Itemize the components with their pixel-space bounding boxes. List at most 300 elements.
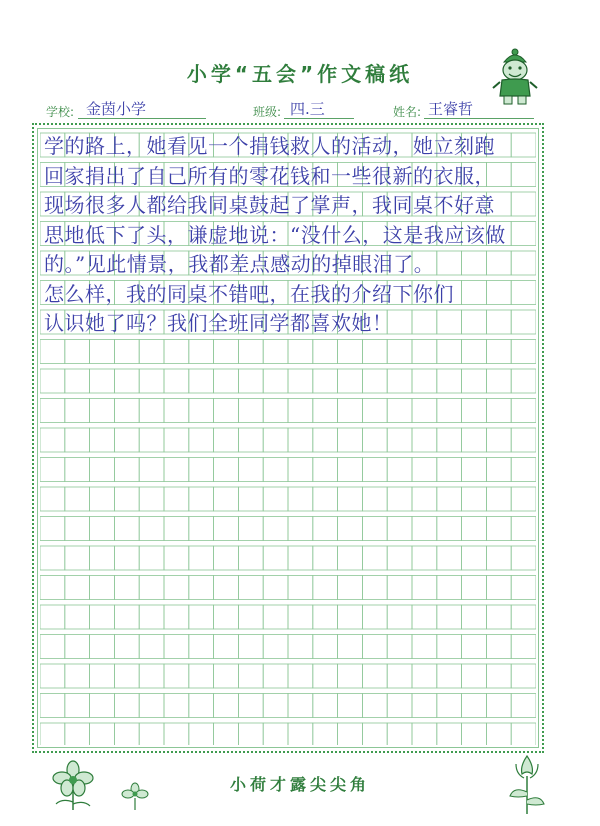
grid-cell [40, 517, 65, 541]
grid-cell [263, 369, 288, 393]
grid-cell [40, 487, 65, 511]
grid-cell [387, 576, 412, 600]
grid-cell [412, 428, 437, 452]
grid-cell [412, 546, 437, 570]
grid-cell [288, 694, 313, 718]
grid-cell [437, 399, 462, 423]
grid-cell [164, 399, 189, 423]
grid-cell [313, 369, 338, 393]
grid-cell [412, 399, 437, 423]
grid-cell [387, 458, 412, 482]
grid-cell [362, 487, 387, 511]
grid-cell [139, 399, 164, 423]
grid-cell [263, 487, 288, 511]
grid-cell [65, 664, 90, 688]
grid-cell [139, 428, 164, 452]
grid-cell [511, 605, 536, 629]
grid-cell [338, 605, 363, 629]
grid-cell [338, 428, 363, 452]
grid-cell [139, 605, 164, 629]
grid-cell [90, 340, 115, 364]
grid-cell [511, 635, 536, 659]
grid-cell [511, 576, 536, 600]
grid-cell [288, 340, 313, 364]
grid-cell [288, 428, 313, 452]
grid-cell [40, 428, 65, 452]
grid-cell [462, 576, 487, 600]
grid-cell [412, 517, 437, 541]
school-label: 学校: [46, 105, 75, 119]
grid-cell [114, 458, 139, 482]
grid-cell [412, 694, 437, 718]
grid-cell [338, 369, 363, 393]
grid-cell [362, 605, 387, 629]
grid-cell [263, 635, 288, 659]
grid-cell [238, 458, 263, 482]
grid-cell [164, 635, 189, 659]
grid-cell [214, 694, 239, 718]
grid-cell [437, 576, 462, 600]
grid-cell [511, 369, 536, 393]
grid-cell [437, 635, 462, 659]
grid-cell [437, 310, 462, 334]
grid-cell [362, 399, 387, 423]
grid-cell [139, 517, 164, 541]
grid-cell [511, 428, 536, 452]
grid-cell [412, 605, 437, 629]
grid-cell [189, 428, 214, 452]
grid-cell [65, 399, 90, 423]
grid-cell [511, 192, 536, 216]
grid-cell [263, 428, 288, 452]
grid-cell [511, 694, 536, 718]
grid-cell [65, 428, 90, 452]
grid-cell [238, 546, 263, 570]
grid-cell [462, 694, 487, 718]
grid-cell [238, 635, 263, 659]
grid-cell [462, 281, 487, 305]
grid-cell [338, 487, 363, 511]
grid-cell [362, 576, 387, 600]
grid-cell [164, 723, 189, 745]
grid-cell [412, 664, 437, 688]
grid-cell [189, 635, 214, 659]
grid-cell [65, 723, 90, 745]
grid-cell [362, 340, 387, 364]
grid-cell [511, 723, 536, 745]
grid-cell [164, 458, 189, 482]
grid-cell [338, 517, 363, 541]
grid-cell [114, 428, 139, 452]
grid-cell [486, 605, 511, 629]
grid-cell [214, 369, 239, 393]
grid-cell [139, 487, 164, 511]
grid-cell [114, 605, 139, 629]
grid-cell [263, 340, 288, 364]
grid-cell [511, 487, 536, 511]
grid-cell [362, 664, 387, 688]
grid-cell [40, 399, 65, 423]
grid-cell [139, 340, 164, 364]
grid-cell [362, 694, 387, 718]
grid-cell [362, 428, 387, 452]
grid-cell [462, 458, 487, 482]
grid-cell [40, 723, 65, 745]
grid-cell [90, 458, 115, 482]
grid-cell [164, 428, 189, 452]
grid-cell [511, 546, 536, 570]
grid-cell [263, 664, 288, 688]
grid-cell [462, 605, 487, 629]
grid-cell [486, 664, 511, 688]
grid-cell [288, 576, 313, 600]
grid-cell [40, 369, 65, 393]
grid-cell [114, 399, 139, 423]
grid-cell [462, 723, 487, 745]
grid-cell [114, 517, 139, 541]
grid-cell [90, 428, 115, 452]
grid-cell [139, 546, 164, 570]
grid-cell [462, 635, 487, 659]
grid-cell [362, 546, 387, 570]
grid-cell [387, 605, 412, 629]
grid-cell [164, 546, 189, 570]
grid-cell [263, 546, 288, 570]
grid-cell [437, 605, 462, 629]
grid-cell [437, 458, 462, 482]
grid-cell [90, 723, 115, 745]
grid-cell [412, 310, 437, 334]
grid-cell [164, 340, 189, 364]
grid-cell [238, 517, 263, 541]
grid-cell [139, 458, 164, 482]
grid-cell [511, 340, 536, 364]
grid-cell [437, 546, 462, 570]
grid-cell [486, 635, 511, 659]
grid-cell [387, 399, 412, 423]
grid-cell [288, 605, 313, 629]
essay-line: 的。”见此情景，我都差点感动的掉眼泪了。 [44, 252, 435, 276]
grid-cell [486, 251, 511, 275]
grid-cell [189, 576, 214, 600]
grid-cell [114, 369, 139, 393]
grid-cell [263, 576, 288, 600]
grid-cell [437, 251, 462, 275]
grid-cell [511, 163, 536, 187]
grid-cell [238, 723, 263, 745]
grid-cell [263, 399, 288, 423]
grid-cell [462, 310, 487, 334]
grid-cell [338, 399, 363, 423]
grid-cell [387, 369, 412, 393]
grid-cell [511, 310, 536, 334]
grid-cell [362, 369, 387, 393]
grid-cell [238, 487, 263, 511]
grid-cell [362, 458, 387, 482]
grid-cell [139, 664, 164, 688]
grid-cell [288, 635, 313, 659]
grid-cell [90, 576, 115, 600]
grid-cell [486, 340, 511, 364]
grid-cell [90, 399, 115, 423]
grid-cell [462, 546, 487, 570]
grid-cell [238, 340, 263, 364]
grid-cell [412, 576, 437, 600]
grid-cell [164, 605, 189, 629]
grid-cell [114, 694, 139, 718]
class-underline [284, 118, 354, 119]
grid-cell [214, 605, 239, 629]
essay-line: 学的路上，她看见一个捐钱救人的活动，她立刻跑 [44, 134, 495, 158]
grid-cell [238, 664, 263, 688]
grid-cell [40, 458, 65, 482]
grid-cell [338, 694, 363, 718]
grid-cell [437, 517, 462, 541]
grid-cell [486, 310, 511, 334]
grid-cell [412, 340, 437, 364]
grid-cell [313, 458, 338, 482]
grid-cell [40, 605, 65, 629]
grid-cell [263, 458, 288, 482]
grid-cell [288, 458, 313, 482]
grid-cell [114, 635, 139, 659]
grid-cell [214, 487, 239, 511]
grid-cell [462, 664, 487, 688]
grid-cell [511, 399, 536, 423]
grid-cell [238, 399, 263, 423]
grid-cell [462, 428, 487, 452]
grid-cell [437, 664, 462, 688]
grid-cell [288, 487, 313, 511]
grid-cell [90, 517, 115, 541]
grid-cell [362, 517, 387, 541]
grid-cell [40, 635, 65, 659]
grid-cell [486, 487, 511, 511]
grid-cell [338, 723, 363, 745]
info-row [0, 98, 600, 120]
grid-cell [114, 487, 139, 511]
grid-cell [40, 546, 65, 570]
grid-cell [189, 605, 214, 629]
grid-cell [313, 517, 338, 541]
grid-cell [338, 340, 363, 364]
grid-cell [511, 664, 536, 688]
grid-cell [338, 664, 363, 688]
grid-cell [114, 664, 139, 688]
essay-line: 怎么样，我的同桌不错吧，在我的介绍下你们 [44, 281, 454, 306]
grid-cell [114, 546, 139, 570]
grid-cell [238, 576, 263, 600]
grid-cell [486, 546, 511, 570]
grid-cell [65, 340, 90, 364]
grid-cell [238, 694, 263, 718]
grid-cell [164, 487, 189, 511]
grid-cell [164, 576, 189, 600]
grid-cell [313, 723, 338, 745]
grid-cell [114, 576, 139, 600]
grid-cell [164, 664, 189, 688]
grid-cell [90, 664, 115, 688]
school-value: 金茵小学 [86, 100, 147, 118]
grid-cell [214, 635, 239, 659]
grid-cell [65, 546, 90, 570]
grid-cell [288, 369, 313, 393]
grid-cell [313, 487, 338, 511]
grid-cell [313, 546, 338, 570]
grid-cell [511, 281, 536, 305]
grid-cell [486, 281, 511, 305]
grid-cell [511, 222, 536, 246]
essay-line: 认识她了吗？我们全班同学都喜欢她！ [44, 311, 393, 335]
grid-cell [189, 340, 214, 364]
grid-cell [313, 664, 338, 688]
grid-cell [65, 605, 90, 629]
grid-cell [412, 635, 437, 659]
grid-cell [486, 723, 511, 745]
grid-cell [90, 635, 115, 659]
grid-cell [313, 605, 338, 629]
grid-cell [387, 517, 412, 541]
grid-cell [189, 723, 214, 745]
grid-cell [362, 635, 387, 659]
grid-cell [288, 546, 313, 570]
grid-cell [189, 694, 214, 718]
grid-cell [114, 340, 139, 364]
grid-cell [387, 428, 412, 452]
grid-cell [139, 576, 164, 600]
grid-cell [139, 723, 164, 745]
grid-cell [462, 517, 487, 541]
grid-cell [189, 664, 214, 688]
grid-cell [486, 458, 511, 482]
grid-cell [65, 369, 90, 393]
grid-cell [214, 428, 239, 452]
grid-cell [214, 723, 239, 745]
lily-icon [502, 752, 552, 816]
grid-cell [511, 251, 536, 275]
grid-cell [90, 694, 115, 718]
grid-cell [338, 458, 363, 482]
grid-cell [412, 458, 437, 482]
grid-cell [189, 458, 214, 482]
grid-cell [214, 546, 239, 570]
grid-cell [486, 399, 511, 423]
grid-cell [412, 487, 437, 511]
grid-cell [139, 694, 164, 718]
grid-cell [238, 369, 263, 393]
grid-cell [164, 694, 189, 718]
grid-cell [486, 428, 511, 452]
grid-cell [412, 369, 437, 393]
grid-cell [462, 369, 487, 393]
grid-cell [65, 694, 90, 718]
grid-cell [387, 635, 412, 659]
grid-cell [288, 664, 313, 688]
grid-cell [462, 399, 487, 423]
grid-cell [437, 694, 462, 718]
essay-line: 回家捐出了自己所有的零花钱和一些很新的衣服， [44, 163, 495, 188]
grid-cell [462, 487, 487, 511]
grid-cell [313, 635, 338, 659]
grid-cell [486, 576, 511, 600]
grid-cell [164, 517, 189, 541]
grid-cell [263, 605, 288, 629]
grid-cell [189, 546, 214, 570]
grid-cell [65, 517, 90, 541]
footer-slogan: 小荷才露尖尖角 [229, 775, 370, 794]
essay-line: 思地低下了头，谦虚地说：“没什么，这是我应该做 [44, 222, 506, 247]
grid-cell [65, 458, 90, 482]
grid-cell [313, 340, 338, 364]
name-label: 姓名: [393, 105, 422, 119]
grid-cell [387, 723, 412, 745]
grid-cell [313, 428, 338, 452]
grid-cell [486, 517, 511, 541]
grid-cell [511, 133, 536, 157]
grid-cell [65, 487, 90, 511]
grid-cell [164, 369, 189, 393]
grid-cell [511, 517, 536, 541]
grid-cell [412, 723, 437, 745]
grid-cell [338, 576, 363, 600]
grid-cell [189, 487, 214, 511]
grid-cell [214, 458, 239, 482]
grid-cell [288, 399, 313, 423]
grid-cell [189, 399, 214, 423]
name-value: 王睿哲 [428, 100, 474, 118]
grid-cell [40, 664, 65, 688]
grid-cell [288, 517, 313, 541]
grid-cell [437, 487, 462, 511]
grid-cell [486, 694, 511, 718]
grid-cell [90, 605, 115, 629]
grid-cell [40, 576, 65, 600]
grid-cell [486, 369, 511, 393]
grid-cell [238, 428, 263, 452]
grid-cell [189, 517, 214, 541]
grid-cell [90, 487, 115, 511]
grid-cell [139, 635, 164, 659]
grid-cell [437, 723, 462, 745]
grid-cell [214, 576, 239, 600]
grid-cell [462, 340, 487, 364]
grid-cell [313, 694, 338, 718]
grid-cell [387, 664, 412, 688]
grid-cell [40, 694, 65, 718]
grid-cell [313, 399, 338, 423]
grid-cell [214, 664, 239, 688]
grid-cell [387, 694, 412, 718]
grid-cell [437, 428, 462, 452]
grid-cell [437, 340, 462, 364]
grid-cell [511, 458, 536, 482]
grid-cell [263, 517, 288, 541]
grid-cell [313, 576, 338, 600]
school-underline [78, 118, 206, 119]
grid-cell [387, 546, 412, 570]
grid-cell [65, 576, 90, 600]
grid-cell [263, 694, 288, 718]
grid-cell [139, 369, 164, 393]
grid-cell [214, 517, 239, 541]
grid-cell [214, 340, 239, 364]
grid-cell [40, 340, 65, 364]
class-label: 班级: [253, 105, 282, 119]
essay-line: 现场很多人都给我同桌鼓起了掌声，我同桌不好意 [44, 193, 495, 217]
grid-cell [189, 369, 214, 393]
grid-cell [238, 605, 263, 629]
grid-cell [65, 635, 90, 659]
